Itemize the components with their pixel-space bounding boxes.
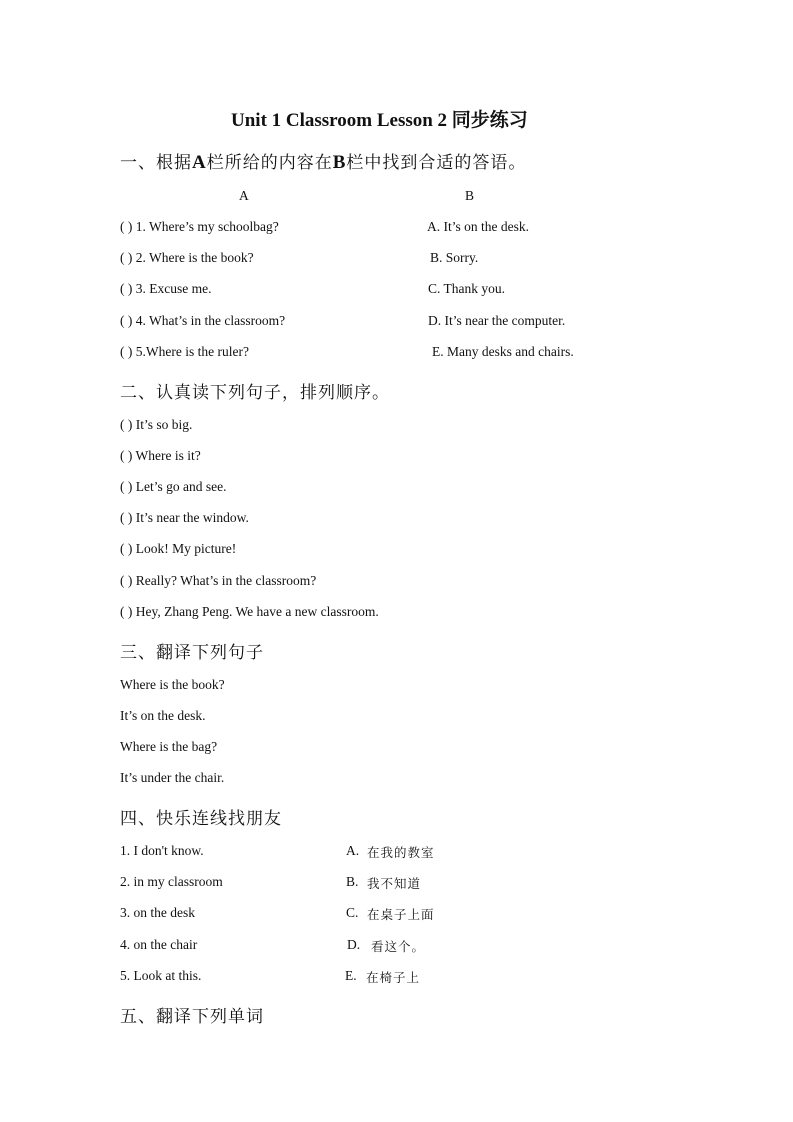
section1-heading-part2: 栏所给的内容在: [206, 153, 333, 173]
section5-heading: 五、翻译下列单词: [120, 1007, 264, 1027]
section1-heading: [120, 148, 526, 174]
answer-option: D. It’s near the computer.: [428, 313, 566, 328]
section1-heading-part1: 一、根据: [120, 153, 192, 173]
ordering-row: ( ) Look! My picture!: [120, 541, 237, 556]
match-left-item: 1. I don't know.: [120, 843, 204, 858]
match-right-item: 在椅子上: [366, 970, 421, 985]
answer-option: C. Thank you.: [428, 281, 505, 296]
section1-heading-part3: 栏中找到合适的答语。: [346, 153, 527, 173]
ordering-row: ( ) Hey, Zhang Peng. We have a new classroom.: [120, 604, 379, 619]
ordering-row: ( ) Let’s go and see.: [120, 479, 227, 494]
match-right-item: 在桌子上面: [367, 907, 435, 922]
translate-sentence: Where is the book?: [120, 677, 225, 692]
match-right-letter: D.: [347, 937, 361, 952]
question-row: ( ) 5.Where is the ruler?: [120, 344, 249, 359]
match-right-letter: B.: [346, 874, 359, 889]
match-left-item: 4. on the chair: [120, 937, 198, 952]
match-left-item: 5. Look at this.: [120, 968, 202, 983]
match-right-letter: E.: [345, 968, 357, 983]
question-row: ( ) 2. Where is the book?: [120, 250, 254, 265]
column-b-label: B: [465, 188, 475, 203]
ordering-row: ( ) Really? What’s in the classroom?: [120, 573, 317, 588]
question-row: ( ) 3. Excuse me.: [120, 281, 212, 296]
ordering-row: ( ) It’s so big.: [120, 417, 193, 432]
question-row: ( ) 4. What’s in the classroom?: [120, 313, 286, 328]
section1-heading-b: B: [332, 152, 347, 173]
match-right-letter: C.: [346, 905, 359, 920]
section2-heading: 二、认真读下列句子，排列顺序。: [120, 383, 390, 403]
section1-heading-a: A: [192, 152, 207, 173]
match-left-item: 2. in my classroom: [120, 874, 223, 889]
match-right-item: 我不知道: [367, 876, 422, 891]
translate-sentence: It’s on the desk.: [120, 708, 206, 723]
match-right-item: 在我的教室: [367, 845, 435, 860]
match-left-item: 3. on the desk: [120, 905, 195, 920]
ordering-row: ( ) Where is it?: [120, 448, 201, 463]
section4-heading: 四、快乐连线找朋友: [120, 809, 282, 829]
page-title: Unit 1 Classroom Lesson 2 同步练习: [231, 110, 528, 131]
translate-sentence: Where is the bag?: [120, 739, 218, 754]
answer-option: E. Many desks and chairs.: [432, 344, 574, 359]
question-row: ( ) 1. Where’s my schoolbag?: [120, 219, 279, 234]
answer-option: A. It’s on the desk.: [427, 219, 529, 234]
section3-heading: 三、翻译下列句子: [120, 643, 264, 663]
match-right-item: 看这个。: [371, 939, 426, 954]
column-a-label: A: [239, 188, 249, 203]
answer-option: B. Sorry.: [430, 250, 479, 265]
match-right-letter: A.: [346, 843, 360, 858]
translate-sentence: It’s under the chair.: [120, 770, 225, 785]
ordering-row: ( ) It’s near the window.: [120, 510, 249, 525]
